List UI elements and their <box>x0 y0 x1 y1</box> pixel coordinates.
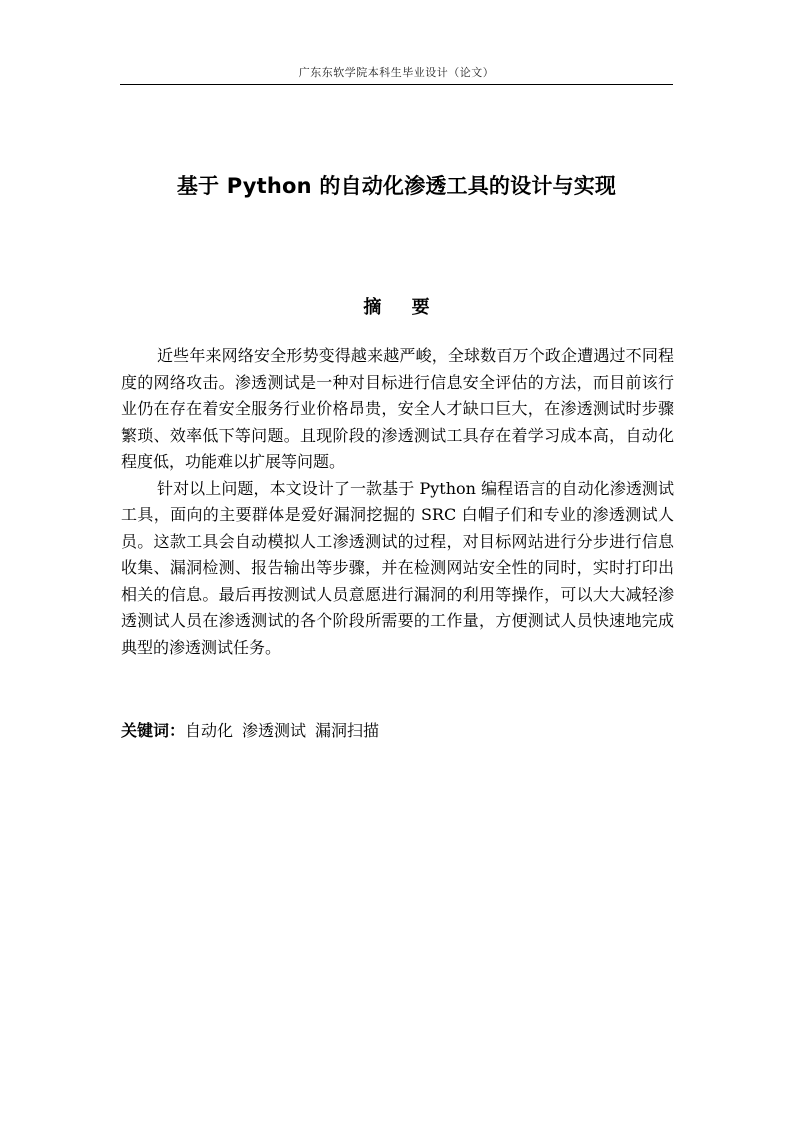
page-title: 基于 Python 的自动化渗透工具的设计与实现 <box>176 174 617 198</box>
abstract-paragraph: 近些年来网络安全形势变得越来越严峻，全球数百万个政企遭遇过不同程度的网络攻击。渗透测试是一种对目标进行信息安全评估的方法，而目前该行业仍在存在着安全服务行业价格昂贵，安全人才缺口巨大，在渗透测试时步骤繁琐、效率低下等问题。且现阶段的渗透测试工具存在着学习成本高，自动化程度低，功能难以扩展等问题。 <box>121 346 674 471</box>
keyword: 渗透测试 <box>242 721 307 740</box>
abstract-heading: 摘 要 <box>363 297 442 318</box>
abstract-paragraph: 针对以上问题，本文设计了一款基于 Python 编程语言的自动化渗透测试工具，面向的主要群体是爱好漏洞挖掘的 SRC 白帽子们和专业的渗透测试人员。这款工具会自动模拟人工渗透测试的过程，对目标网站进行分步进行信息收集、漏洞检测、报告输出等步骤，并在检测网站安全性的同时，实时打印出相关的信息。最后再按测试人员意愿进行漏洞的利用等操作，可以大大减轻渗透测试人员在渗透测试的各个阶段所需要的工作量，方便测试人员快速地完成典型的渗透测试任务。 <box>121 478 674 657</box>
keywords-label: 关键词： <box>121 721 186 740</box>
header-divider <box>120 84 673 85</box>
abstract-body <box>121 343 674 661</box>
keyword: 自动化 <box>185 721 234 740</box>
running-header: 广东东软学院本科生毕业设计（论文） <box>298 66 495 79</box>
keywords-line <box>121 718 674 741</box>
keyword: 漏洞扫描 <box>315 721 380 740</box>
